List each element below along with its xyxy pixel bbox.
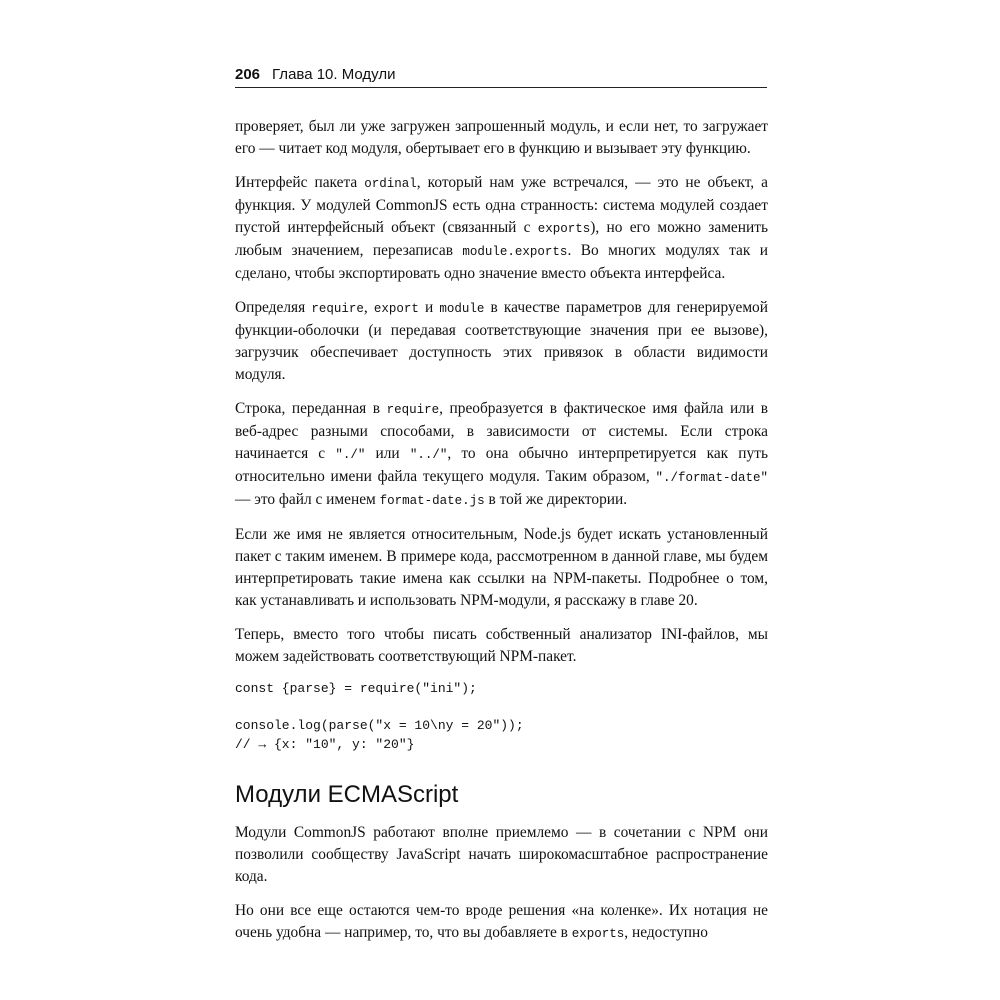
- running-header: [235, 66, 767, 88]
- paragraph: [235, 822, 768, 888]
- inline-code: export: [373, 302, 419, 316]
- paragraph: [235, 172, 768, 285]
- code-block: [235, 680, 768, 754]
- code-blank-line: [235, 699, 768, 718]
- text: Определяя: [235, 299, 312, 316]
- text: или: [365, 445, 410, 462]
- text: и: [418, 299, 440, 316]
- chapter-title: Глава 10. Модули: [272, 66, 396, 83]
- inline-code: "../": [409, 448, 448, 462]
- text: проверяет, был ли уже загружен запрошенный модуль, и если нет, то загружает его — читает код модуля, обертывает его в функцию и вызывает эту функцию.: [235, 118, 768, 157]
- paragraph: [235, 398, 768, 512]
- code-line: console.log(parse("x = 10\ny = 20"));: [235, 718, 524, 733]
- body-text: [235, 116, 768, 957]
- inline-code: require: [386, 403, 440, 417]
- header-rule: [235, 87, 767, 88]
- text: . Во многих модулях так и сделано, чтобы экспортировать одно значение вместо объекта интерфейса.: [235, 242, 768, 282]
- text: ), но его можно заменить любым значением, перезаписав: [235, 219, 768, 259]
- inline-code: format-date.js: [379, 494, 485, 508]
- text: , преобразуется в фактическое имя файла или в веб-адрес разными способами, в зависимости от системы. Если строка начинается с: [235, 400, 768, 462]
- text: Модули CommonJS работают вполне приемлемо — в сочетании с NPM они позволили сообществу JavaScript начать широкомасштабное распространение кода.: [235, 824, 768, 885]
- paragraph: [235, 900, 768, 945]
- text: Теперь, вместо того чтобы писать собственный анализатор INI-файлов, мы можем задействовать соответствующий NPM-пакет.: [235, 626, 768, 665]
- paragraph: [235, 624, 768, 668]
- text: , то она обычно интерпретируется как путь относительно имени файла текущего модуля. Таким образом,: [235, 445, 768, 485]
- code-line: // → {x: "10", y: "20"}: [235, 736, 415, 752]
- section-heading: Модули ECMAScript: [235, 781, 459, 808]
- text: Строка, переданная в: [235, 400, 387, 417]
- text: Если же имя не является относительным, Node.js будет искать установленный пакет с таким именем. В примере кода, рассмотренном в данной главе, мы будем интерпретировать такие имена как ссылки на NPM-пакеты. Подробнее о том, как устанавливать и использовать NPM-модули, я расскажу в главе 20.: [235, 526, 768, 609]
- text: , недоступно: [624, 924, 708, 941]
- inline-code: exports: [571, 927, 625, 941]
- paragraph: [235, 524, 768, 612]
- text: Интерфейс пакета: [235, 174, 365, 191]
- text: , который нам уже встречался, — это не объект, а функция. У модулей CommonJS есть одна странность: система модулей создает пустой интерфейсный объект (связанный с: [235, 174, 768, 236]
- inline-code: module: [439, 302, 485, 316]
- text: Но они все еще остаются чем-то вроде решения «на коленке». Их нотация не очень удобна — например, то, что вы добавляете в: [235, 902, 768, 941]
- paragraph: [235, 297, 768, 386]
- inline-code: module.exports: [462, 245, 568, 259]
- inline-code: ordinal: [364, 177, 417, 191]
- paragraph: [235, 116, 768, 160]
- text: ,: [363, 299, 374, 316]
- inline-code: exports: [537, 222, 591, 236]
- text: в той же директории.: [484, 491, 628, 508]
- inline-code: require: [311, 302, 364, 316]
- page-number: 206: [235, 66, 261, 83]
- inline-code: "./format-date": [655, 471, 768, 485]
- text: — это файл с именем: [235, 491, 380, 508]
- inline-code: "./": [335, 448, 366, 462]
- code-line: const {parse} = require("ini");: [235, 681, 477, 696]
- text: в качестве параметров для генерируемой функции-оболочки (и передавая соответствующие значения при ее вызове), загрузчик обеспечивает доступность этих привязок в области видимости модуля.: [235, 299, 768, 383]
